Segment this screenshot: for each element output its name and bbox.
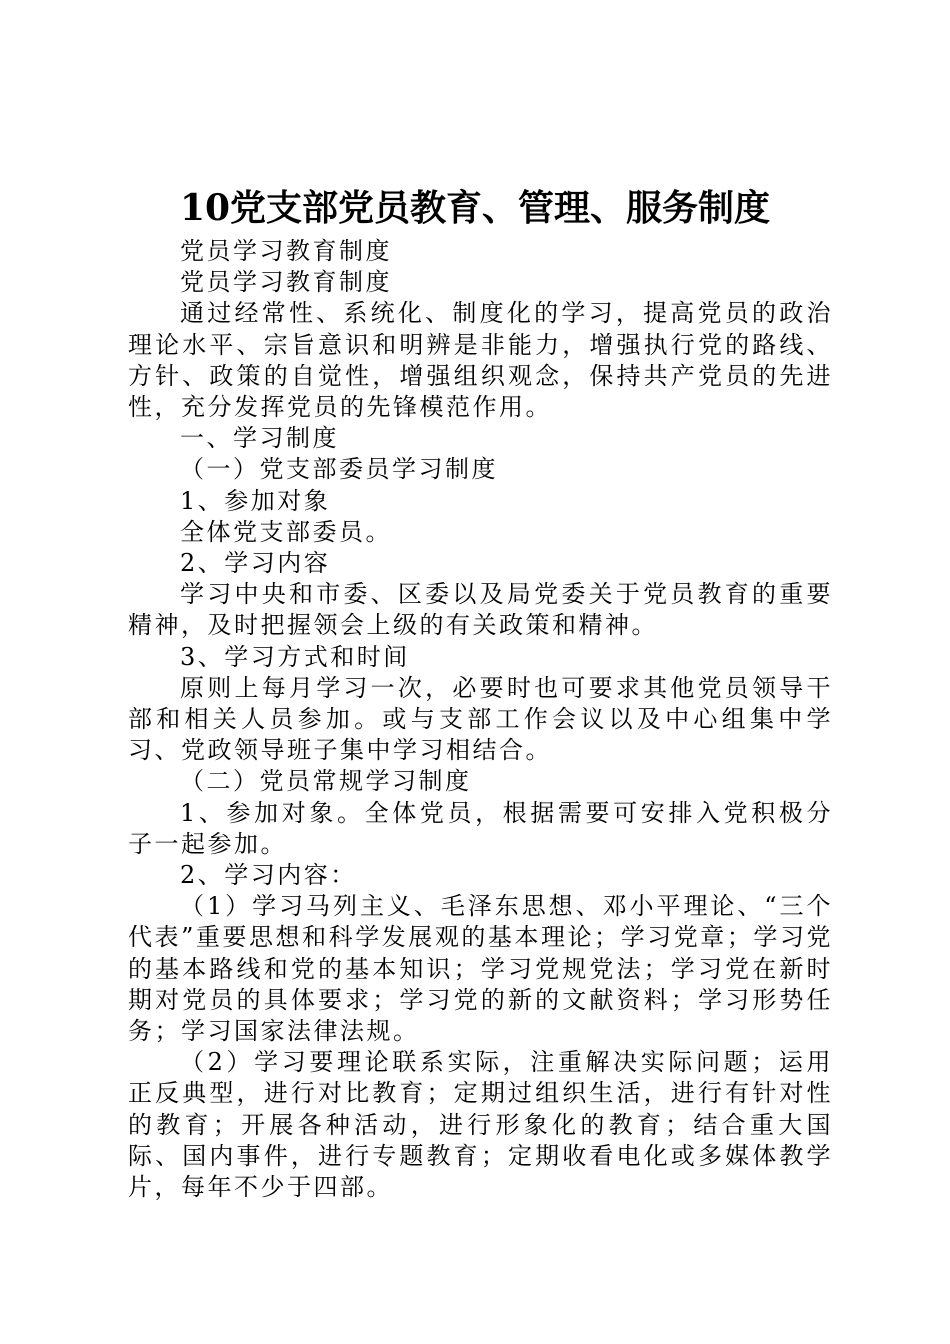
paragraph: 1、参加对象。全体党员，根据需要可安排入党积极分子一起参加。 <box>128 798 833 858</box>
paragraph: （1）学习马列主义、毛泽东思想、邓小平理论、“三个代表”重要思想和科学发展观的基本理论；学习党章；学习党的基本路线和党的基本知识；学习党规党法；学习党在新时期对党员的具体要求；学习党的新的文献资料；学习形势任务；学习国家法律法规。 <box>128 892 833 1046</box>
paragraph: 党员学习教育制度 <box>180 237 392 265</box>
paragraph: 全体党支部委员。 <box>180 517 392 546</box>
document-title: 10党支部党员教育、管理、服务制度 <box>179 187 771 229</box>
item-heading: 1、参加对象 <box>180 486 331 515</box>
item-heading: 2、学习内容： <box>180 861 357 890</box>
subsection-heading: （一）党支部委员学习制度 <box>180 455 498 484</box>
paragraph: 学习中央和市委、区委以及局党委关于党员教育的重要精神，及时把握领会上级的有关政策和精神。 <box>128 580 833 640</box>
paragraph: （2）学习要理论联系实际，注重解决实际问题；运用正反典型，进行对比教育；定期过组织生活，进行有针对性的教育；开展各种活动，进行形象化的教育；结合重大国际、国内事件，进行专题教育；定期收看电化或多媒体教学片，每年不少于四部。 <box>128 1048 833 1202</box>
subsection-heading: （二）党员常规学习制度 <box>180 767 472 796</box>
item-heading: 2、学习内容 <box>180 549 331 578</box>
document-body <box>128 236 833 1203</box>
section-heading: 一、学习制度 <box>180 424 339 453</box>
item-heading: 3、学习方式和时间 <box>180 642 410 671</box>
paragraph: 通过经常性、系统化、制度化的学习，提高党员的政治理论水平、宗旨意识和明辨是非能力，增强执行党的路线、方针、政策的自觉性，增强组织观念，保持共产党员的先进性，充分发挥党员的先锋模范作用。 <box>128 299 833 422</box>
paragraph: 党员学习教育制度 <box>180 268 392 297</box>
paragraph: 原则上每月学习一次，必要时也可要求其他党员领导干部和相关人员参加。或与支部工作会议以及中心组集中学习、党政领导班子集中学习相结合。 <box>128 673 833 765</box>
